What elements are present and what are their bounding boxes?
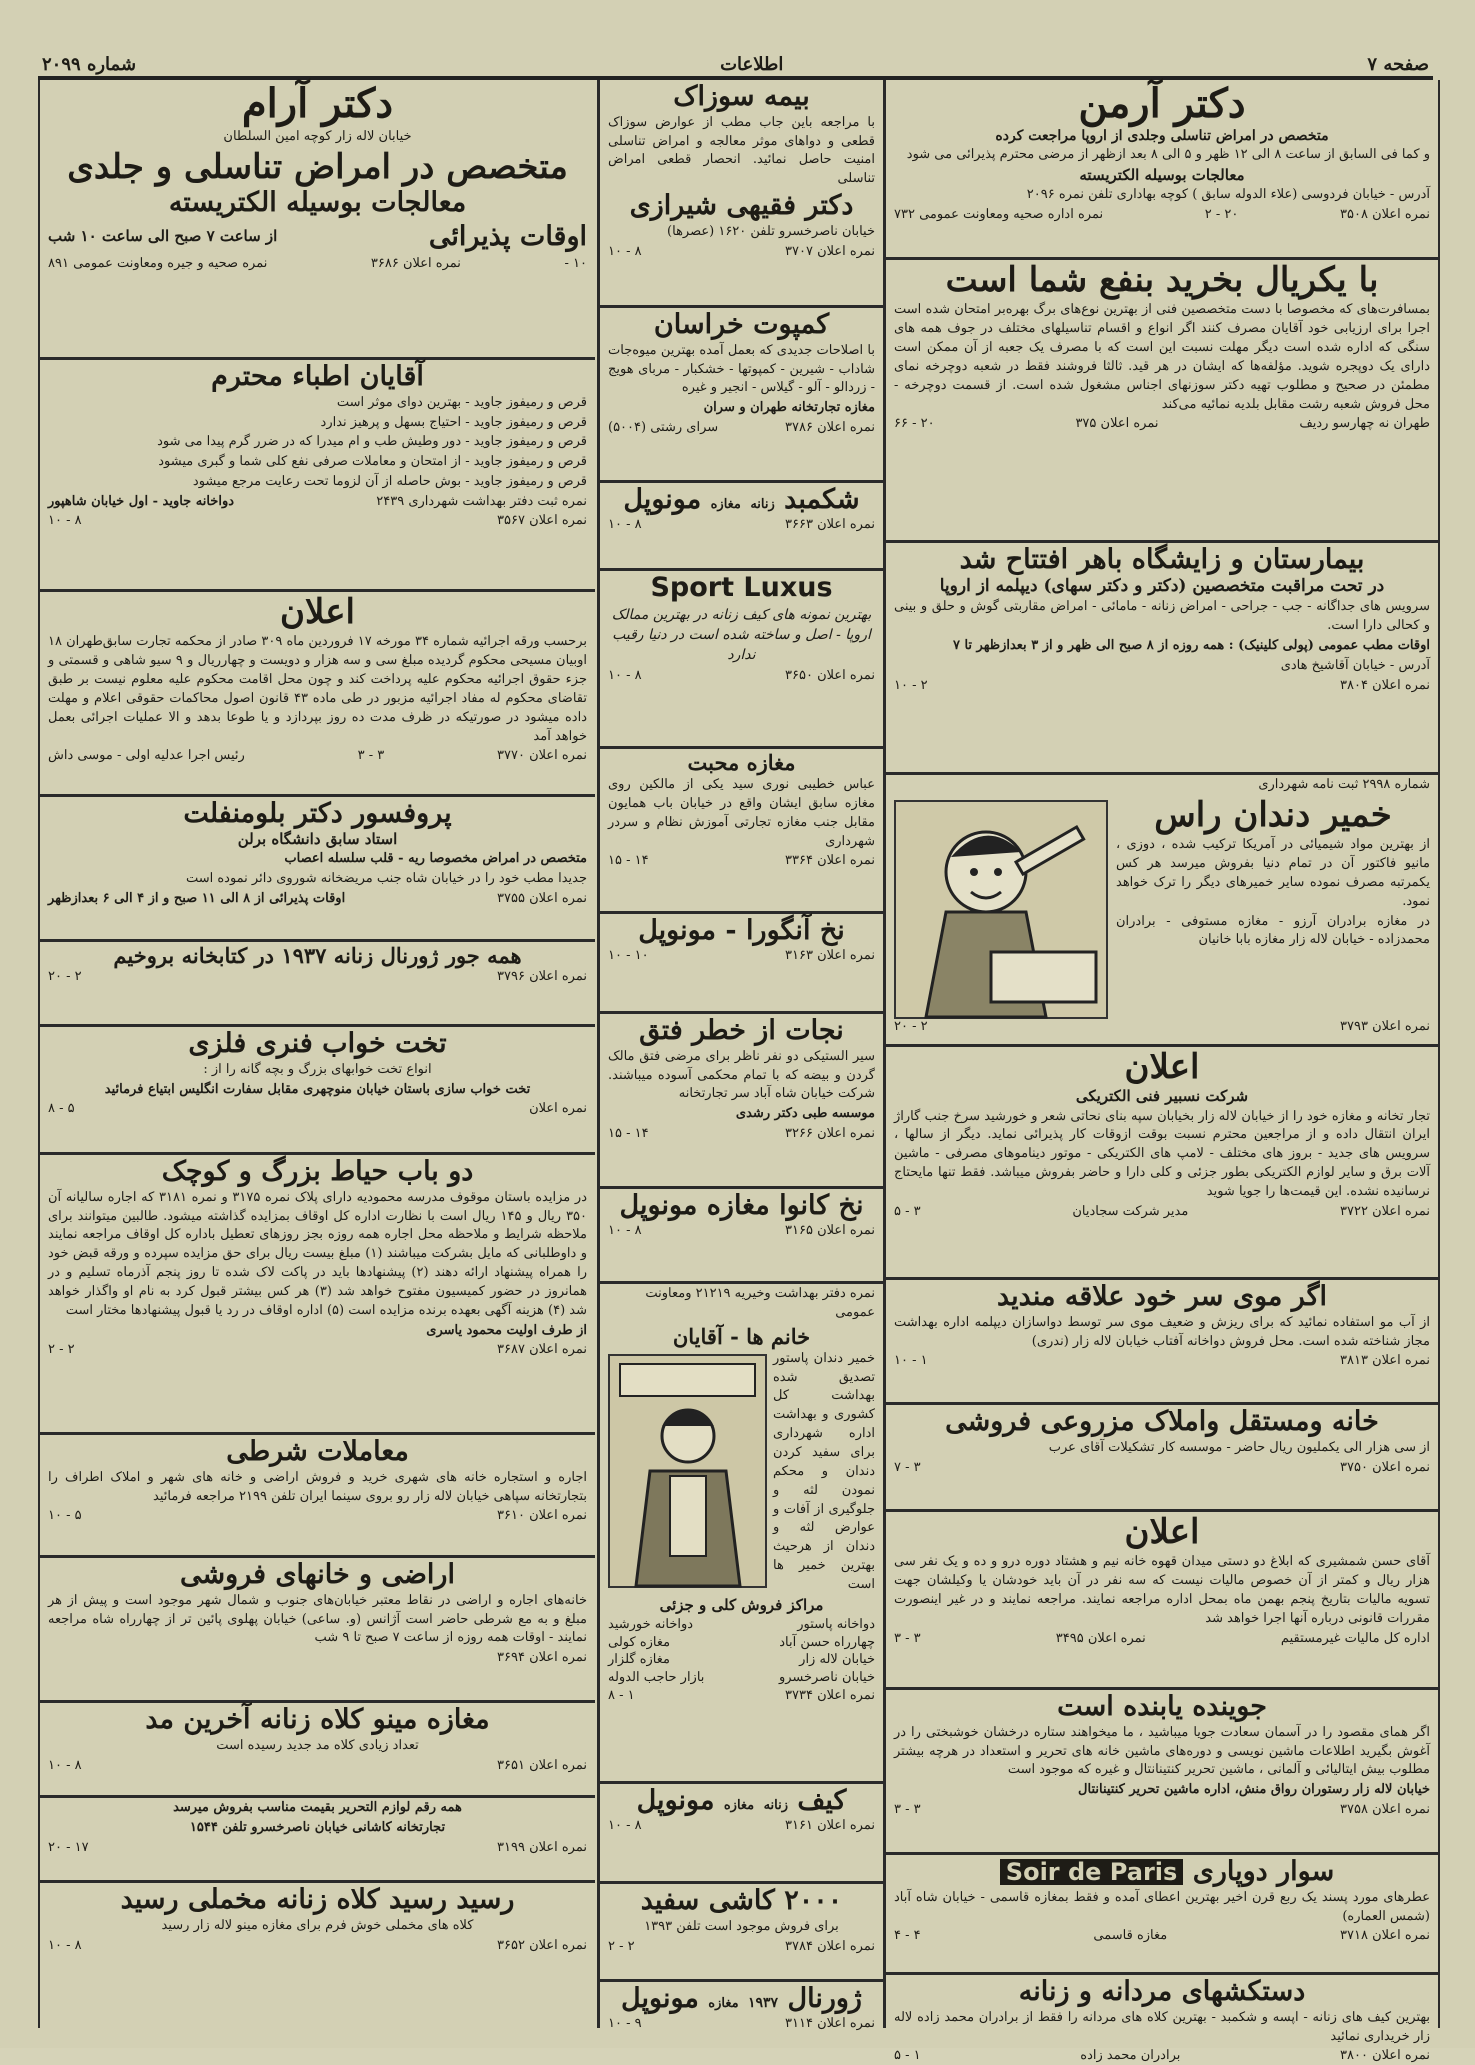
page-number: صفحه ۷ — [1367, 53, 1429, 75]
ad-address: خیابان لاله زار کوچه امین السلطان — [223, 129, 412, 144]
ad-hours: اوقات مطب عمومی (پولی کلینیک) : همه روزه از ۸ صبح الی ظهر و از ۳ بعدازظهر تا ۷ — [952, 637, 1430, 653]
ad-title: با یکریال بخرید بنفع شما است — [945, 260, 1379, 300]
ad-title: خانه ومستقل واملاک مزروعی فروشی — [945, 1406, 1379, 1437]
ad-tag: زنانه — [763, 1798, 789, 1813]
ad-khorasan-compote — [600, 308, 883, 483]
ad-title: خمیر دندان راس — [1154, 794, 1392, 835]
ad-footer: نمره اعلان ۳۸۰۴ ۲ - ۱۰ — [894, 677, 1430, 693]
ad-shop: مغازه مونوپل — [619, 1190, 770, 1221]
ad-conditional-deals — [40, 1435, 595, 1558]
ad-shop: مغازه تجارتخانه طهران و سران — [703, 400, 875, 416]
ad-title-line — [894, 1857, 1430, 1887]
ad-body: انواع تخت خوابهای بزرگ و بچه گانه را از : — [203, 1061, 432, 1077]
ad-treatment: معالجات بوسیله الکتریسته — [1079, 165, 1245, 184]
ad-body: در مزایده باستان موقوف مدرسه محمودیه دارای پلاک نمره ۳۱۷۵ و نمره ۳۱۸۱ که اجاره سالیانه آن ۳۵۰ ریال و ۱۴۵ ریال است با نظارت اداره کل اوقاف بمزایده گذاشته میشود. طالبین میتوانند برای ملاحظه شرایط و ملاحظه محل اجاره همه روزه بجز روزهای تعطیل باداره کل اوقاف مراجعه نمایند و داوطلبانی که مایل بشرکت میباشند (۱) مبلغ بیست ریال برای حق مزایده سپرده و ورقه قبض خود را همراه پیشنهاد ارائه دهند (۲) پیشنهادها باید در پاکت لاک شده تا روز پنجم آذرماه تسلیم و در همانروز در حضور کمیسیون مفتوح خواهد شد (۳) هر کس بیشتر قبول کرد به نام او واگذار خواهد شد (۴) هزینه آگهی بعهده برنده مزایده است (۵) اداره اوقاف در رد یا قبول پیشنهادها مختار است — [48, 1189, 588, 1318]
ad-title: رسید رسید کلاه زنانه مخملی رسید — [120, 1884, 515, 1915]
ad-title: اعلان — [1124, 1047, 1200, 1087]
ad-footer: نمره اعلان ۳۷۸۴ ۲ - ۲ — [608, 1938, 875, 1954]
ad-lands-houses — [40, 1558, 595, 1703]
ad-year: ۱۹۳۷ — [747, 1995, 779, 2011]
ad-footer: نمره اعلان ۳۷۹۳ ۲ - ۲۰ — [894, 1018, 1430, 1034]
ad-footer: نمره اعلان ۳۷۹۶ ۲ - ۲۰ — [48, 969, 587, 985]
ad-title: سوار دوپاری — [1192, 1856, 1335, 1887]
ad-body: خانه‌های اجاره و اراضی در نقاط معتبر خیابان‌های جنوب و شمال شهر موجود است و پیش از هر مبلغ و به مع شرطی حاضر است آژانس (و. ساعی) خیابان پهلوی پائین تر از چهارراه شاه مراجعه نمایند - اوقات همه روزه از ساعت ۷ صبح تا ۹ شب — [48, 1592, 587, 1646]
ad-address: تخت خواب سازی باستان خیابان منوچهری مقابل سفارت انگلیس ابتیاع فرمائید — [104, 1081, 531, 1097]
ad-title: نخ آنگورا - مونوپل — [638, 915, 845, 946]
ad-one-rial — [886, 260, 1438, 543]
ad-white-tiles — [600, 1884, 883, 1982]
ad-specialty: متخصص در امراض مخصوصا ریه - قلب سلسله اعصاب — [284, 850, 587, 866]
ad-title: کیف — [797, 1785, 847, 1816]
ad-treatment: معالجات بوسیله الکتریسته — [168, 187, 467, 219]
ad-footer: نمره اعلان ۳۱۶۵ ۸ - ۱۰ — [608, 1222, 875, 1238]
ad-footer: نمره اعلان ۳۱۹۹ ۱۷ - ۲۰ — [48, 1839, 587, 1855]
ad-body: همه رقم لوازم التحریر بقیمت مناسب بفروش میرسد — [173, 1800, 462, 1815]
ad-registration: نمره دفتر بهداشت وخیریه ۲۱۲۱۹ ومعاونت عمومی — [645, 1286, 875, 1320]
ad-body: تعداد زیادی کلاه مد جدید رسیده است — [216, 1737, 419, 1753]
ad-title: مغازه محبت — [687, 750, 796, 775]
ad-address: خیابان لاله زار رستوران رواق منش، اداره ماشین تحریر کنتینانتال — [1078, 1782, 1430, 1798]
ad-title: کمپوت خراسان — [653, 309, 830, 340]
ad-title: اگر موی سر خود علاقه مندید — [996, 1281, 1328, 1312]
left-column — [38, 80, 595, 2028]
ad-agents: در مغازه برادران آرزو - مغازه مستوفی - برادران محمدزاده - خیابان لاله زار مغازه بابا خانیان — [1116, 913, 1430, 948]
ad-body: بهترین نمونه های کیف زنانه در بهترین ممالک اروپا - اصل و ساخته شده است در دنیا رقیب ندارد — [611, 606, 872, 664]
ad-footer: نمره اعلان ۳۷۵۵ اوقات پذیرائی از ۸ الی ۱۱ صبح و از ۴ الی ۶ بعدازظهر — [48, 890, 587, 906]
ad-title: دو باب حیاط بزرگ و کوچک — [161, 1156, 474, 1187]
ad-address: آدرس - خیابان فردوسی (علاء الدوله سابق ) کوچه بهاداری تلفن نمره ۲۰۹۶ — [1026, 187, 1430, 203]
ad-footer: ۱۰ - نمره اعلان ۳۶۸۶ نمره صحیه و جیره ومعاونت عمومی ۸۹۱ — [48, 255, 587, 271]
ad-pasteur-toothpaste — [600, 1284, 883, 1784]
list-item: خیابان ناصرخسرو بازار حاجب الدوله — [608, 1669, 875, 1685]
ad-gloves — [886, 1975, 1438, 2064]
ad-footer: نمره اعلان ۳۱۱۴ ۹ - ۱۰ — [608, 2015, 875, 2031]
ad-minoo-hats — [40, 1703, 595, 1798]
ad-brand: مونوپل — [623, 484, 702, 515]
ad-address: آدرس - خیابان آقاشیخ هادی — [1280, 657, 1430, 673]
ad-footer: نمره اعلان ۳۲۶۶ ۱۴ - ۱۵ — [608, 1126, 875, 1142]
ad-line: قرص و رمیفوز جاوید - بوش حاصله از آن لزوما تحت رعایت مرجع میشود — [192, 474, 587, 490]
ad-footer: نمره اعلان ۳۵۶۷ ۸ - ۱۰ — [48, 512, 587, 528]
ad-shakambad-monopol — [600, 483, 883, 571]
ad-title: پروفسور دکتر بلومنفلت — [183, 798, 452, 829]
ad-body: اجاره و استجاره خانه های شهری خرید و فروش اراضی و خانه های شهر و املاک اطراف را بتجارتخانه سپاهی خیابان لاله زار رو بروی سینما ایران تلفن ۲۱۹۹ مراجعه فرمائید — [48, 1469, 587, 1504]
ad-soir-de-paris — [886, 1855, 1438, 1975]
ad-title: خانم ها - آقایان — [672, 1323, 811, 1349]
ad-seeker-finds — [886, 1690, 1438, 1855]
ad-hernia-relief — [600, 1014, 883, 1189]
ad-title: بیمه سوزاک — [673, 81, 810, 112]
ad-body: با مراجعه باین جاب مطب از عوارض سوزاک قطعی و دواهای موثر معالجه و امراض تناسلی امنیت حاصل نمائید. انحصار قطعی امراض تناسلی — [608, 114, 875, 187]
ad-dr-aram — [40, 80, 595, 360]
ad-body: از آب مو استفاده نمائید که برای ریزش و ضعیف موی سر توسط دواسازان دیپلمه اداره بهداشت مجاز شناخته شده است. محل فروش دواخانه آفتاب خیابان لاله زار (ندری) — [894, 1314, 1430, 1349]
ad-electric-company-notice — [886, 1047, 1438, 1280]
ad-body: خمیر دندان پاستور تصدیق شده بهداشت کل کشوری و بهداشت اداره شهرداری برای سفید کردن دندان و محکم نمودن لثه و جلوگیری از آفات و عوارض لثه و دندان از هرحیث بهترین خمیر ها است — [773, 1350, 875, 1592]
ad-footer: نمره اعلان ۳۷۵۸ ۳ - ۳ — [894, 1802, 1430, 1818]
ad-line: قرص و رمیفوز جاوید - دور وطیش طب و ام میدرا که در ضرر گرم پیدا می شود — [157, 434, 587, 450]
ad-title: همه جور ژورنال زنانه ۱۹۳۷ در کتابخانه بروخیم — [113, 943, 522, 968]
ad-title: آقایان اطباء محترم — [211, 361, 424, 392]
ad-baher-hospital — [886, 543, 1438, 775]
ad-houses-estates — [886, 1405, 1438, 1512]
ad-subtitle: متخصص در امراض تناسلی وجلدی از اروپا مراجعت کرده — [995, 128, 1329, 144]
ad-body: با اصلاحات جدیدی که بعمل آمده بهترین میوه‌جات شاداب - شیرین - کمپوتها - خشکبار - مربای هویج - زردالو - آلو - گیلاس - انجیر و غیره — [608, 342, 875, 396]
ad-subtitle: شرکت نسبیر فنی الکتریکی — [1075, 1087, 1249, 1106]
page-header — [38, 52, 1433, 80]
ad-metal-beds — [40, 1027, 595, 1155]
ad-journal-monopol — [600, 1982, 883, 2031]
ad-court-notice — [40, 592, 595, 797]
ad-title: دکتر آرمن — [1078, 80, 1246, 127]
ad-bag-monopol — [600, 1784, 883, 1884]
ad-title: اعلان — [280, 592, 355, 632]
ad-doctor: دکتر فقیهی شیرازی — [629, 190, 854, 222]
ad-title-line — [608, 485, 875, 515]
ad-sport-luxus — [600, 571, 883, 749]
ad-shop-label: مغازه — [723, 1798, 755, 1813]
ad-shop: تجارتخانه کاشانی خیابان ناصرخسرو تلفن ۱۵۴۴ — [189, 1819, 446, 1835]
ad-title: دستکشهای مردانه و زنانه — [1018, 1976, 1306, 2007]
ad-line: قرص و رمیفوز جاوید - احتیاج بسهل و پرهیز ندارد — [320, 414, 587, 430]
ad-footer: نمره اعلان ۳۶۵۰ ۸ - ۱۰ — [608, 667, 875, 683]
ad-line: قرص و رمیفوز جاوید - از امتحان و معاملات صرفی نفع کلی شما و گبری میشود — [158, 454, 587, 470]
ad-dr-armen — [886, 80, 1438, 260]
ad-body: برحسب ورقه اجرائیه شماره ۳۴ مورخه ۱۷ فروردین ماه ۳۰۹ صادر از محکمه تجارت سابق‌طهران‌ ۱۸ اوبیان مسیحی محکوم گردیده مبلغ سی و سه هزار و دویست و چهارریال و ۹ سیو شاهی و قسمتی و جزء حقوق اجرائیه محکوم علیه پرداخت کند و چون محل اقامت محکوم علیه معلوم نیست بر طبق تقاضای محکوم له مفاد اجرائیه مزبور در طی ماده ۴۳ قانون اصول محاکمات حقوقی اعلام و مهلت داده میشود در صورتیکه در ظرف مدت ده روز بپردازد و یا طوعا بدهد و الا عملیات اجرائی بعمل خواهد آمد — [48, 634, 587, 744]
ad-body: تجار تخانه و مغازه خود را از خیابان لاله زار بخیابان سپه بنای نحاتی شعر و خورشید سرخ جنب گاراژ ایران انتقال داده و از مراجعین محترم نسبت بوقت ازوقات کار پذیرائی نماید. دیگر از سالها ، سرویس های جدید - بروز های مختلف - لامپ های الکتریکی - موتور دیناموهای مصرفی - ماشین آلات برق و سایر لوازم الکتریکی بطور جزئی و کلی دارا و حاضر بفروش میباشد. فقط تنها مایحتاج نرسانیده نشده. این قیمت‌ها را جویا شوید — [894, 1108, 1430, 1200]
ad-line: قرص و رمیفوز جاوید - بهترین دوای موثر است — [336, 394, 587, 410]
ad-footer: نمره اعلان ۳۸۰۰ برادران محمد زاده ۱ - ۵ — [894, 2048, 1430, 2064]
ad-body: آقای حسن شمشیری که ابلاغ دو دستی میدان قهوه خانه نیم و هشتاد دوره درو و ده و یک نفر سی هزار ریال و کمتر از آن خصوص مالیات نیست که سه نفر در آن باید خودشان یا وکیلشان جهت تسویه مالیات بتاریخ پنجم بهمن ماه بمحل اداره مراجعه نمایند. مراجعه نمایند و در غیر اینصورت مقررات قانونی درباره آنها اجرا خواهد شد — [894, 1554, 1430, 1626]
ad-subtitle: در تحت مراقبت متخصصین (دکتر و دکتر سهای) دیپلمه از اروپا — [939, 575, 1385, 596]
list-item: خیابان لاله زار مغازه گلزار — [608, 1652, 875, 1668]
ad-footer: نمره ثبت دفتر بهداشت شهرداری ۲۴۳۹ دواخانه جاوید - اول خیابان شاهپور — [48, 493, 587, 509]
ad-brand: Sport Luxus — [650, 572, 833, 603]
ad-footer: نمره اعلان ۳۷۱۸ مغازه قاسمی ۴ - ۴ — [894, 1928, 1430, 1944]
list-item: دواخانه پاستور دواخانه خورشید — [608, 1617, 875, 1632]
ad-tax-notice — [886, 1512, 1438, 1690]
ad-title: اعلان — [1124, 1512, 1200, 1552]
ad-hours: از ساعت ۷ صبح الی ساعت ۱۰ شب — [48, 227, 278, 246]
distributor-list — [608, 1616, 875, 1686]
ad-title: تخت خواب فنری فلزی — [188, 1028, 447, 1059]
ad-subtitle: استاد سابق دانشگاه برلن — [237, 829, 398, 848]
ad-footer: نمره اعلان ۳۵۰۸ ۲۰ - ۲ نمره اداره صحیه ومعاونت عمومی ۷۳۲ — [894, 207, 1430, 223]
ad-footer: نمره اعلان ۳۶۱۰ ۵ - ۱۰ — [48, 1508, 587, 1524]
right-column — [883, 80, 1440, 2064]
ad-footer: نمره اعلان ۳۱۶۳ ۱۰ - ۱۰ — [608, 947, 875, 963]
ad-tag: زنانه — [750, 497, 775, 512]
ad-footer: نمره اعلان ۳۷۰۷ ۸ - ۱۰ — [608, 243, 875, 259]
ad-footer: نمره اعلان ۳۷۲۲ مدیر شرکت سجادیان ۳ - ۵ — [894, 1203, 1430, 1219]
ad-address: جدیدا مطب خود را در خیابان شاه جنب مریضخانه شوروی دائر نموده است — [185, 870, 587, 886]
ad-velvet-hats — [40, 1883, 595, 2028]
ad-hours-label: اوقات پذیرائی — [428, 220, 587, 252]
ad-footer: نمره اعلان ۳۶۹۴ — [497, 1650, 587, 1666]
ad-two-yards — [40, 1155, 595, 1435]
newspaper-name: اطلاعات — [720, 53, 784, 75]
ad-title: نجات از خطر فتق — [639, 1015, 844, 1046]
ad-footer: نمره اعلان ۳۷۳۴ ۱ - ۸ — [608, 1688, 875, 1704]
list-item: چهارراه حسن آباد مغازه کولی — [608, 1634, 875, 1650]
ad-ladies-journals — [40, 942, 595, 1027]
ad-footer: اداره کل مالیات غیرمستقیم نمره اعلان ۳۴۹۵ ۳ - ۳ — [894, 1630, 1430, 1646]
ad-mohabbat-shop — [600, 749, 883, 914]
ad-footer: نمره اعلان ۳۶۶۳ ۸ - ۱۰ — [608, 516, 875, 532]
ad-brand: مونوپل — [621, 1983, 699, 2014]
ad-footer: نمره اعلان ۳۶۵۲ ۸ - ۱۰ — [48, 1937, 587, 1953]
boy-brushing-teeth-illustration — [894, 800, 1108, 1019]
ad-prof-blumenfeld — [40, 797, 595, 942]
ad-javid-pills — [40, 360, 595, 592]
ad-title: مغازه مینو کلاه زنانه آخرین مد — [145, 1704, 490, 1735]
ad-body: عطرهای مورد پسند یک ربع قرن اخیر بهترین اعطای آمده و فقط بمغازه قاسمی - خیابان شاه آباد (شمس العماره) — [894, 1889, 1430, 1924]
ad-footer: نمره اعلان ۳۶۵۱ ۸ - ۱۰ — [48, 1757, 587, 1773]
ad-title: شکمبد — [784, 484, 860, 515]
ad-footer: نمره اعلان ۳۷۵۰ ۳ - ۷ — [894, 1459, 1430, 1475]
ad-title: اراضی و خانهای فروشی — [180, 1559, 455, 1590]
ad-address: خیابان ناصرخسرو تلفن ۱۶۲۰ (عصرها) — [667, 223, 875, 239]
ad-title-line — [608, 1786, 875, 1816]
ad-registration: شماره ۲۹۹۸ ثبت نامه شهرداری — [1258, 777, 1430, 792]
middle-column — [597, 80, 883, 2031]
ad-hours-row — [48, 220, 587, 254]
ad-hair-tonic — [886, 1280, 1438, 1405]
ad-title-line — [608, 1984, 875, 2014]
ad-body: از سی هزار الی یکملیون ریال حاضر - موسسه کار تشکیلات آقای عرب — [1048, 1439, 1430, 1455]
ad-shop-label: مغازه — [708, 1996, 739, 2011]
ad-gonorrhea-insurance — [600, 80, 883, 308]
ad-distributors-title: مراکز فروش کلی و جزئی — [659, 1595, 824, 1614]
issue-number: شماره ۲۰۹۹ — [42, 53, 137, 75]
ad-title: بیمارستان و زایشگاه باهر افتتاح شد — [959, 544, 1365, 575]
ad-body: برای فروش موجود است تلفن ۱۳۹۳ — [644, 1918, 839, 1934]
ad-footer: نمره اعلان ۳۷۸۶ سرای رشتی (۵۰۰۴) — [608, 420, 875, 436]
soir-de-paris-logo: Soir de Paris — [1000, 1859, 1184, 1885]
ad-footer: طهران نه چهارسو ردیف نمره اعلان ۳۷۵ ۲۰ - ۶۶ — [894, 416, 1430, 432]
ad-body: عباس خطیبی نوری سید یکی از مالکین روی مغازه سابق ایشان واقع در خیابان باب همایون مقابل جنب مغازه تجارتی آموزش نظام و سردر شهرداری — [608, 777, 875, 849]
ad-footer: نمره اعلان ۳۳۶۴ ۱۴ - ۱۵ — [608, 853, 875, 869]
ad-shop-label: مغازه — [710, 497, 741, 512]
ad-body: از بهترین مواد شیمیائی در آمریکا ترکیب شده ، دوزی ، مانیو فاکتور آن در تمام دنیا بفروش میرسد هر کس یکمرتبه مصرف نموده سایر خمیرهای دیگر را ترک خواهد نمود. — [1116, 837, 1430, 909]
ad-body: بمسافرت‌های که مخصوصا با دست متخصصین فنی از بهترین نوع‌های برگ بهره‌بر امتحان شده است اجرا برای ارزیابی خود آقایان مصرف کنند اگر انواع و اقسام تناسیلهای مختلف در جوف همه های سنگی که اداره شده است دیگر مهلت نسبت این است که با مصرف یک جعبه از آن ممکن است دارای یک دوپجره شوید. مؤلفه‌ها که ایشان در هر قید. ثالثا فروشند فقط در شعبه دوچرخه نمای مطمئن در صحیح و مطلوب تهیه دکتر سوزنهای اجناس مشغول شده است. از قسمت دوچرخه - محل فروش شعبه رشت مقابل بلدیه نمائیه می‌کند — [894, 302, 1430, 412]
ad-title: ۲۰۰۰ کاشی سفید — [640, 1885, 843, 1916]
ad-brand: مونوپل — [636, 1785, 715, 1816]
ad-angora-yarn — [600, 914, 883, 1014]
ad-title: جوینده یابنده است — [1057, 1691, 1267, 1722]
ad-footer: نمره اعلان ۳۷۷۰ ۳ - ۳ رئیس اجرا عدلیه اولی - موسی داش — [48, 748, 587, 764]
ad-body: اگر همای مقصود را در آسمان سعادت جویا میباشید ، ما میخواهند ستاره درخشان خوشبختی را در آغوش بگیرید اطلاعات ماشین نویسی و دوره‌های ماشین خانه های تحریر و استعداد در هرچه بیشتر مطلوب بیش ایتالیائی و آلمانی ، ماشین تحریر کنتینانتال و غیره که موجود است — [894, 1724, 1430, 1778]
ad-title: معاملات شرطی — [226, 1436, 409, 1467]
ad-body: و کما فی السابق از ساعت ۸ الی ۱۲ ظهر و ۵ الی ۸ بعد ازظهر از مرضی محترم پذیرائی می شود — [906, 147, 1430, 163]
ad-footer: نمره اعلان ۳۱۶۱ ۸ - ۱۰ — [608, 1817, 875, 1833]
ad-title: ژورنال — [787, 1983, 862, 2014]
ad-body: سرویس های جداگانه - جب - جراحی - امراض زنانه - مامائی - امراض مقاربتی گوش و حلق و بینی و کحالی دارا است. — [894, 599, 1430, 634]
ad-title-line — [608, 1191, 875, 1221]
ad-body: بهترین کیف های زنانه - اپسه و شکمبد - بهترین کلاه های مردانه را فقط از برادران محمد زاده لاله زار خریداری نمائید — [894, 2009, 1430, 2044]
ad-footer: نمره اعلان ۵ - ۸ — [48, 1101, 587, 1117]
ad-footer: نمره اعلان ۳۸۱۳ ۱ - ۱۰ — [894, 1353, 1430, 1369]
ad-body: سیر الستیکی دو نفر ناظر برای مرضی فتق مالک گردن و بیضه که با تمام محکمی آسوده میباشند. شرکت خیابان شاه آباد سر تجارتخانه — [608, 1048, 875, 1102]
ad-signature: از طرف اولیت محمود یاسری — [426, 1322, 587, 1338]
ad-canvas-yarn — [600, 1189, 883, 1284]
ad-title: دکتر آرام — [241, 80, 394, 127]
ad-specialty: متخصص در امراض تناسلی و جلدی — [67, 146, 568, 187]
ad-ross-toothpaste — [886, 775, 1438, 1047]
ad-footer: نمره اعلان ۳۶۸۷ ۲ - ۲ — [48, 1342, 587, 1358]
ad-shop: موسسه طبی دکتر رشدی — [735, 1106, 875, 1122]
ad-body: کلاه های مخملی خوش فرم برای مغازه مینو لاله زار رسید — [161, 1917, 474, 1933]
ad-title: نخ کانوا — [779, 1190, 864, 1221]
woman-toothpaste-illustration — [608, 1354, 767, 1588]
ad-kashani-stationery — [40, 1798, 595, 1883]
